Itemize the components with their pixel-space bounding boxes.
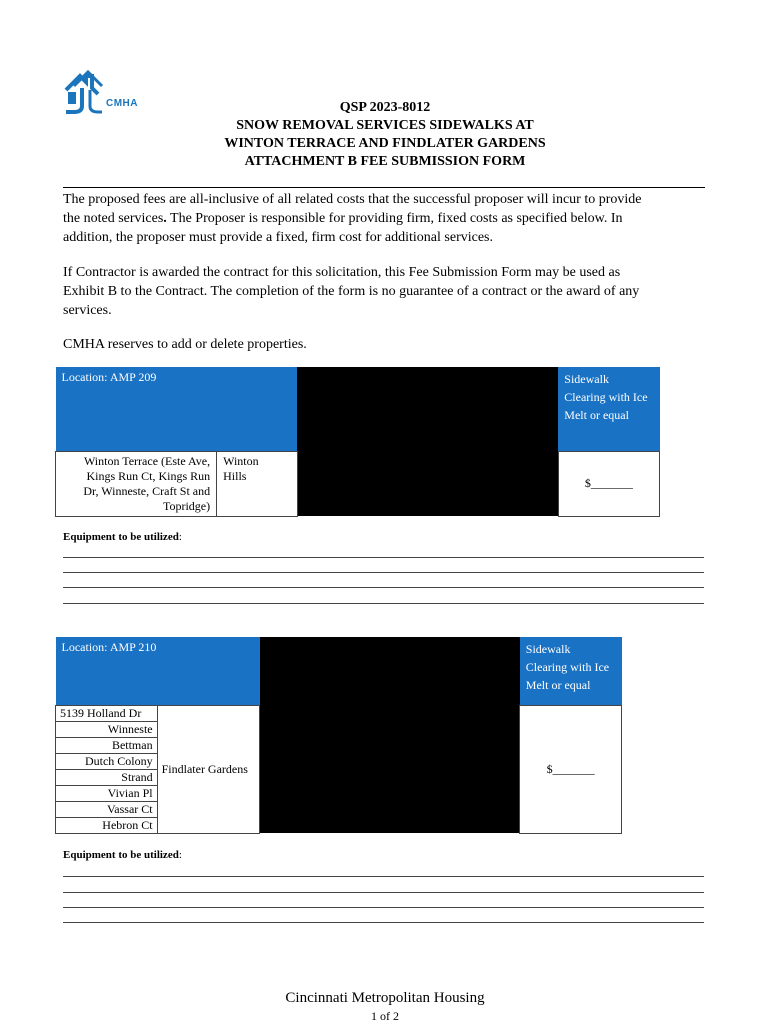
service-header — [558, 367, 659, 451]
neighborhood-line: Hills — [223, 468, 247, 483]
intro-line-2 — [63, 209, 708, 228]
redacted-cell — [462, 367, 558, 451]
service-line: Clearing with Ice — [525, 660, 610, 674]
address-line: Topridge) — [162, 498, 211, 513]
equipment-line[interactable] — [63, 587, 704, 588]
intro-paragraph — [63, 190, 708, 247]
intro-line-2b: The Proposer is responsible for providing firm, fixed costs as specified below. In — [166, 211, 623, 226]
street-item: 5139 Holland Dr — [56, 706, 157, 722]
equipment-line[interactable] — [63, 557, 704, 558]
equipment-label — [63, 531, 182, 543]
document-title — [0, 99, 770, 171]
redacted-cell — [462, 451, 558, 516]
neighborhood-line: Winton — [223, 453, 259, 468]
contract-paragraph — [63, 263, 708, 320]
street-item: Hebron Ct — [102, 817, 153, 832]
title-line-2: SNOW REMOVAL SERVICES SIDEWALKS AT — [236, 118, 534, 133]
street-item: Winneste — [56, 722, 157, 738]
title-divider — [63, 187, 705, 188]
service-line: Melt or equal — [525, 678, 591, 692]
equipment-label — [63, 849, 182, 861]
street-item: Bettman — [56, 738, 157, 754]
logo-text: CMHA — [106, 98, 138, 109]
price-field[interactable]: $_______ — [520, 705, 622, 833]
redacted-cell — [341, 705, 422, 833]
redacted-cell — [297, 451, 381, 516]
location-header: Location: AMP 209 — [56, 367, 298, 451]
intro-line-2-dot: . — [163, 211, 167, 226]
redacted-cell — [297, 367, 381, 451]
neighborhood: Findlater Gardens — [157, 705, 260, 833]
street-item: Dutch Colony — [56, 754, 157, 770]
equipment-line[interactable] — [63, 907, 704, 908]
equipment-colon: : — [178, 531, 182, 543]
contract-line-2: Exhibit B to the Contract. The completion of the form is no guarantee of a contract or the award of any — [63, 284, 640, 299]
service-line: Sidewalk — [525, 642, 571, 656]
service-line: Clearing with Ice — [564, 390, 648, 404]
neighborhood — [217, 451, 297, 516]
intro-line-3: addition, the proposer must provide a fixed, firm cost for additional services. — [63, 230, 494, 245]
address-line: Kings Run Ct, Kings Run — [86, 468, 211, 483]
address-line: Winton Terrace (Este Ave, — [83, 453, 211, 468]
redacted-cell — [260, 637, 341, 705]
equipment-line[interactable] — [63, 922, 704, 923]
redacted-cell — [260, 705, 341, 833]
intro-line-1: The proposed fees are all-inclusive of all related costs that the successful proposer will incur to provide — [63, 192, 642, 207]
redacted-cell — [341, 637, 422, 705]
service-header — [520, 637, 622, 705]
location-header: Location: AMP 210 — [56, 637, 260, 705]
equipment-line[interactable] — [63, 892, 704, 893]
footer-org: Cincinnati Metropolitan Housing — [285, 990, 485, 1006]
redacted-cell — [382, 451, 463, 516]
redacted-cell — [423, 705, 520, 833]
price-field[interactable]: $_______ — [558, 451, 659, 516]
title-line-1: QSP 2023-8012 — [339, 100, 431, 115]
street-item: Vivian Pl — [56, 786, 157, 802]
fee-table-amp-210 — [55, 637, 622, 834]
reserve-paragraph: CMHA reserves to add or delete properties. — [63, 337, 307, 352]
redacted-cell — [382, 367, 463, 451]
contract-line-1: If Contractor is awarded the contract for this solicitation, this Fee Submission Form may be used as — [63, 265, 621, 280]
fee-table-amp-209 — [55, 367, 660, 517]
service-line: Sidewalk — [564, 372, 609, 386]
equipment-line[interactable] — [63, 572, 704, 573]
equipment-colon: : — [178, 849, 182, 861]
title-line-4: ATTACHMENT B FEE SUBMISSION FORM — [244, 154, 526, 169]
street-item: Strand — [56, 770, 157, 786]
street-item: Vassar Ct — [56, 802, 157, 818]
equipment-line[interactable] — [63, 876, 704, 877]
address-line: Dr, Winneste, Craft St and — [83, 483, 211, 498]
property-address — [56, 451, 217, 516]
contract-line-3: services. — [63, 303, 112, 318]
redacted-cell — [423, 637, 520, 705]
page-number: 1 of 2 — [371, 1009, 399, 1023]
intro-line-2a: the noted services — [63, 211, 164, 226]
street-list — [56, 705, 158, 833]
equipment-line[interactable] — [63, 603, 704, 604]
equipment-label-text: Equipment to be utilized — [63, 531, 179, 543]
equipment-label-text: Equipment to be utilized — [63, 849, 179, 861]
service-line: Melt or equal — [564, 408, 629, 422]
title-line-3: WINTON TERRACE AND FINDLATER GARDENS — [224, 136, 546, 151]
